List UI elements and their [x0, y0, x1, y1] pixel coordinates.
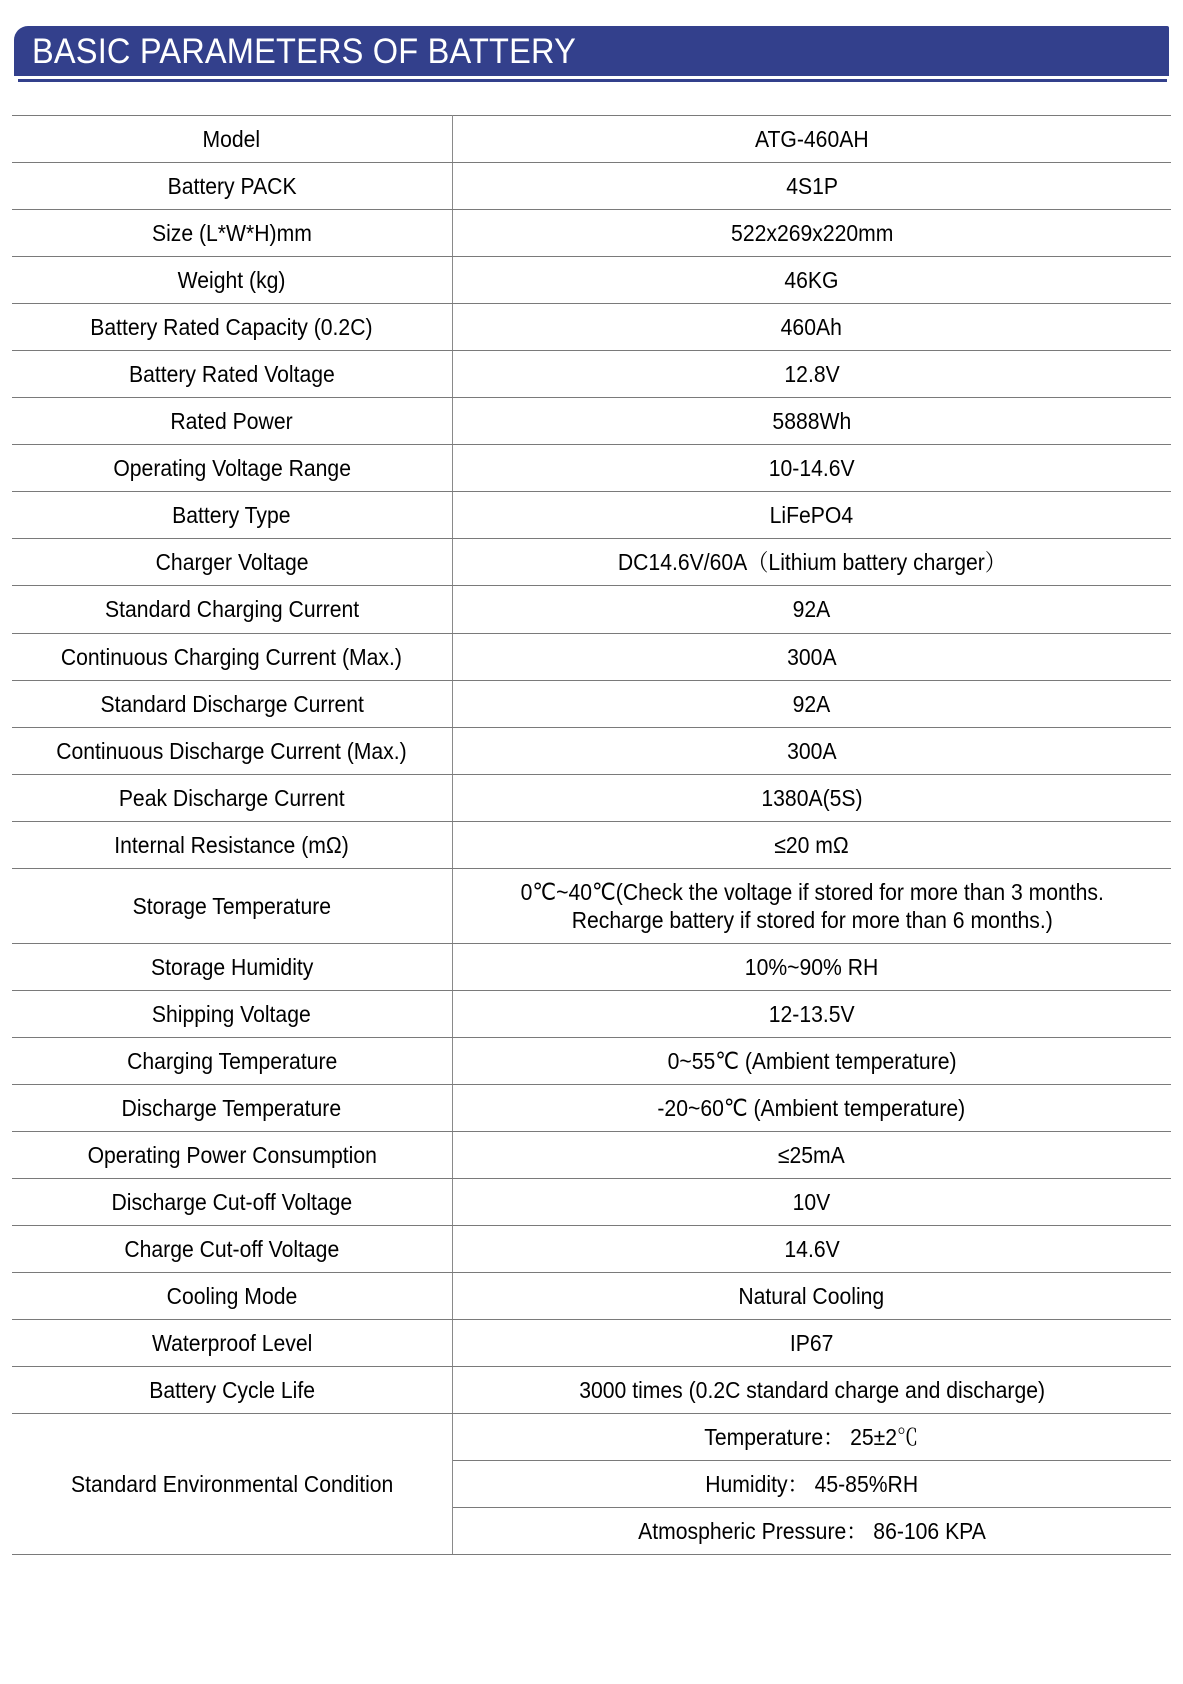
environment-temperature-text: Temperature： 25±2℃ [704, 1424, 919, 1451]
row-label-text: Storage Humidity [150, 953, 313, 980]
row-value-line1: 0℃~40℃(Check the voltage if stored for more than 3 months. [520, 878, 1104, 905]
row-value [452, 680, 1171, 727]
row-label [12, 351, 452, 398]
table-row [12, 1084, 1171, 1131]
row-value [452, 445, 1171, 492]
row-value-text: ATG-460AH [754, 126, 869, 152]
table-row-storage-temperature [12, 868, 1171, 943]
row-value [452, 210, 1171, 257]
row-value [452, 1037, 1171, 1084]
table-row [12, 990, 1171, 1037]
row-value [452, 1132, 1171, 1179]
table-row [12, 1273, 1171, 1320]
row-label [12, 774, 452, 821]
table-row [12, 116, 1171, 163]
row-value-text: 12-13.5V [768, 1000, 855, 1027]
table-row [12, 351, 1171, 398]
table-row [12, 1320, 1171, 1367]
row-value-line2: Recharge battery if stored for more than 6 months.) [571, 906, 1053, 933]
row-label [12, 304, 452, 351]
row-value-text: 46KG [784, 267, 839, 294]
row-value-text: 3000 times (0.2C standard charge and discharge) [578, 1377, 1045, 1404]
row-label [12, 821, 452, 868]
table-row [12, 821, 1171, 868]
row-label [12, 1132, 452, 1179]
row-label-text: Battery Rated Capacity (0.2C) [90, 314, 373, 341]
row-label [12, 257, 452, 304]
row-value [452, 398, 1171, 445]
row-label-text: Battery Cycle Life [148, 1377, 315, 1404]
table-row [12, 727, 1171, 774]
row-value [452, 1367, 1171, 1414]
environment-humidity-text: Humidity： 45-85%RH [705, 1471, 919, 1498]
row-value [452, 257, 1171, 304]
row-value [452, 727, 1171, 774]
row-label [12, 1367, 452, 1414]
row-label-text: Continuous Charging Current (Max.) [61, 643, 403, 670]
row-value-text: 92A [792, 690, 831, 717]
row-label [12, 868, 452, 943]
row-value [452, 539, 1171, 586]
row-label-text: Size (L*W*H)mm [151, 220, 312, 247]
table-row [12, 1226, 1171, 1273]
row-value-text: 300A [787, 643, 837, 670]
row-label-text: Model [202, 126, 261, 152]
row-label [12, 943, 452, 990]
row-value-text: 5888Wh [772, 408, 852, 435]
row-label [12, 633, 452, 680]
row-value [452, 492, 1171, 539]
row-label [12, 445, 452, 492]
row-value-text: DC14.6V/60A（Lithium battery charger） [617, 549, 1006, 576]
row-value-text: 460Ah [781, 314, 843, 341]
table-row [12, 774, 1171, 821]
row-label-text: Waterproof Level [151, 1330, 312, 1357]
row-value-text: 10-14.6V [768, 455, 855, 482]
table-row [12, 257, 1171, 304]
row-label-text: Discharge Cut-off Voltage [111, 1189, 353, 1216]
row-label-text: Continuous Discharge Current (Max.) [56, 737, 407, 764]
row-label [12, 1273, 452, 1320]
row-label-text: Shipping Voltage [152, 1000, 312, 1027]
row-label-text: Battery Type [172, 502, 291, 529]
row-label-text: Operating Power Consumption [87, 1142, 377, 1169]
row-label-text: Rated Power [170, 408, 293, 435]
table-row [12, 1179, 1171, 1226]
environment-pressure-text: Atmospheric Pressure： 86-106 KPA [637, 1518, 986, 1545]
row-value-text: Natural Cooling [738, 1283, 885, 1310]
header-banner [14, 26, 1169, 76]
row-label [12, 492, 452, 539]
row-value [452, 821, 1171, 868]
row-value [452, 868, 1171, 943]
group-label-text: Standard Environmental Condition [70, 1471, 393, 1498]
row-label-text: Charge Cut-off Voltage [124, 1236, 340, 1263]
row-label-text: Weight (kg) [177, 267, 286, 294]
row-label-text: Battery Rated Voltage [128, 361, 335, 388]
row-value [452, 1320, 1171, 1367]
row-label-text: Internal Resistance (mΩ) [114, 831, 350, 858]
page-title: BASIC PARAMETERS OF BATTERY [32, 31, 577, 71]
table-row-environment-temperature [12, 1414, 1171, 1461]
row-value [452, 586, 1171, 633]
row-label [12, 1179, 452, 1226]
table-row [12, 445, 1171, 492]
table-row [12, 680, 1171, 727]
row-value-text: 14.6V [784, 1236, 840, 1263]
table-row [12, 1132, 1171, 1179]
row-label-text: Standard Discharge Current [100, 690, 364, 717]
battery-parameters-table [12, 115, 1171, 1555]
row-value [452, 116, 1171, 163]
row-label-text: Charger Voltage [155, 549, 309, 576]
table-row [12, 304, 1171, 351]
row-label-text: Standard Charging Current [104, 596, 359, 623]
row-value-text: 1380A(5S) [761, 784, 863, 811]
row-value-text: 0~55℃ (Ambient temperature) [667, 1047, 957, 1074]
row-label-text: Charging Temperature [126, 1047, 337, 1074]
row-value [452, 163, 1171, 210]
row-value-text: -20~60℃ (Ambient temperature) [657, 1094, 966, 1121]
row-label-text: Cooling Mode [166, 1283, 298, 1310]
environment-item-value [452, 1414, 1171, 1461]
table-row [12, 586, 1171, 633]
row-label [12, 586, 452, 633]
row-value-text: 92A [792, 596, 831, 623]
row-value-text: ≤25mA [778, 1142, 846, 1169]
group-label-environment [12, 1414, 452, 1555]
page-header [0, 0, 1183, 82]
spec-table-container [0, 82, 1183, 1555]
row-label [12, 1037, 452, 1084]
table-body [12, 116, 1171, 1555]
row-value-text: 12.8V [784, 361, 840, 388]
row-value-text: 10%~90% RH [744, 953, 879, 980]
row-value-text: LiFePO4 [769, 502, 854, 529]
table-row [12, 539, 1171, 586]
row-value [452, 1179, 1171, 1226]
row-label [12, 1084, 452, 1131]
row-value [452, 633, 1171, 680]
table-row [12, 1367, 1171, 1414]
row-value [452, 990, 1171, 1037]
row-label-text: Operating Voltage Range [112, 455, 351, 482]
row-label [12, 398, 452, 445]
environment-item-value [452, 1508, 1171, 1555]
row-label-text: Peak Discharge Current [118, 784, 345, 811]
row-label [12, 1226, 452, 1273]
table-row [12, 1037, 1171, 1084]
row-value [452, 1226, 1171, 1273]
row-value-text: ≤20 mΩ [774, 831, 849, 858]
row-value [452, 774, 1171, 821]
row-value [452, 351, 1171, 398]
row-label-text: Storage Temperature [132, 892, 331, 919]
table-row [12, 210, 1171, 257]
row-label [12, 210, 452, 257]
environment-item-value [452, 1461, 1171, 1508]
row-value-text: IP67 [789, 1330, 834, 1357]
row-value [452, 304, 1171, 351]
row-value-text: 522x269x220mm [730, 220, 893, 247]
row-label [12, 116, 452, 163]
table-row [12, 943, 1171, 990]
row-label [12, 727, 452, 774]
row-value [452, 1084, 1171, 1131]
table-row [12, 633, 1171, 680]
row-label [12, 163, 452, 210]
table-row [12, 398, 1171, 445]
row-label [12, 680, 452, 727]
row-label-text: Battery PACK [167, 173, 297, 200]
row-label [12, 1320, 452, 1367]
table-row [12, 163, 1171, 210]
row-value-text: 10V [792, 1189, 831, 1216]
row-label [12, 539, 452, 586]
row-label-text: Discharge Temperature [121, 1094, 342, 1121]
row-value [452, 943, 1171, 990]
row-value [452, 1273, 1171, 1320]
row-label [12, 990, 452, 1037]
row-value-text: 300A [787, 737, 837, 764]
row-value-text: 4S1P [785, 173, 838, 200]
table-row [12, 492, 1171, 539]
